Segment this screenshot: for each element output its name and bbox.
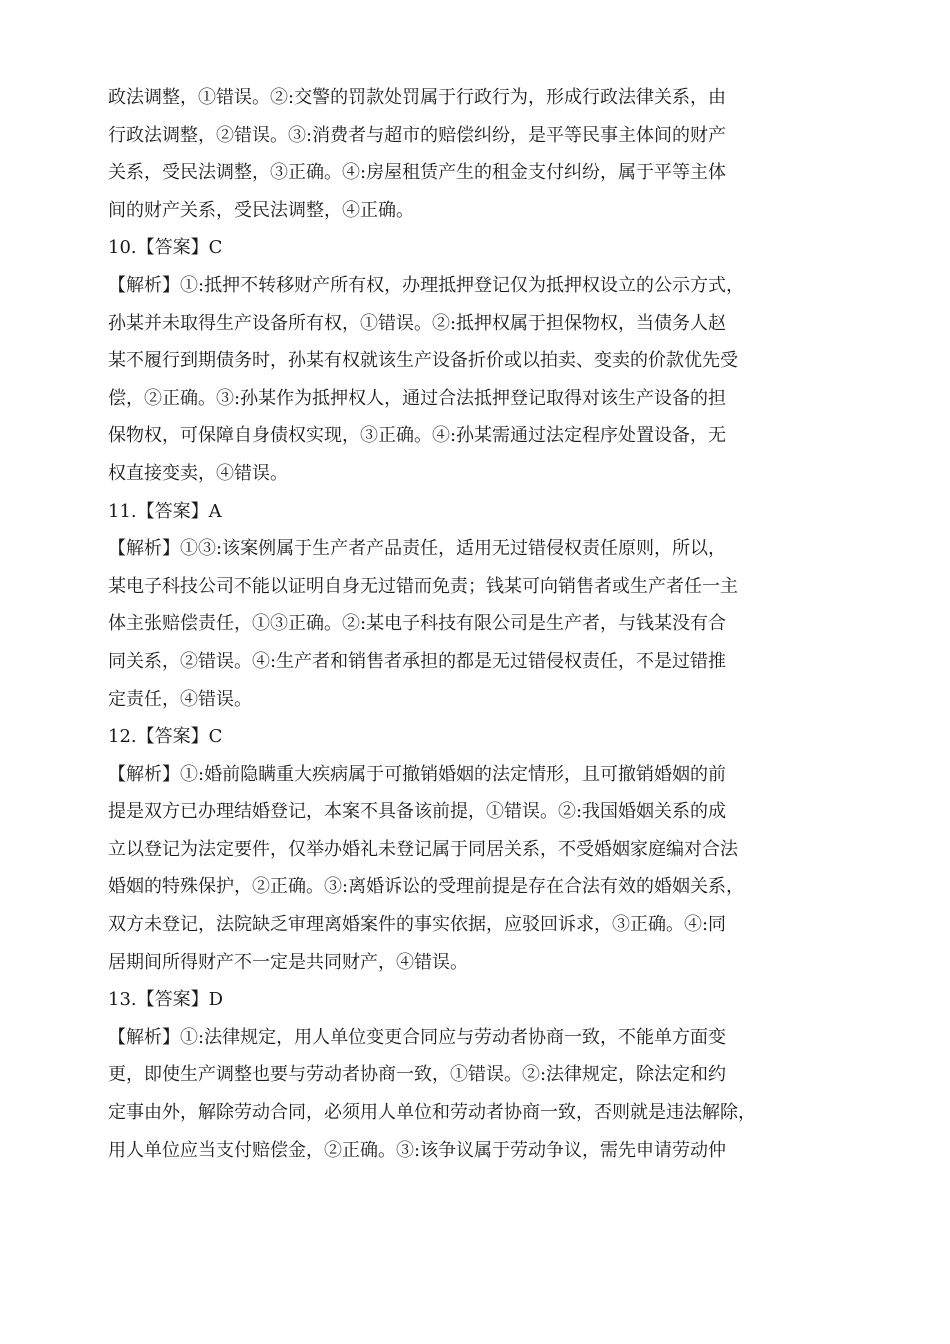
text-line: 某电子科技公司不能以证明自身无过错而免责；钱某可向销售者或生产者任一主	[108, 575, 738, 597]
text-line: 婚姻的特殊保护，②正确。③:离婚诉讼的受理前提是存在合法有效的婚姻关系，	[108, 876, 745, 898]
question-13	[108, 981, 828, 1169]
text-line: 【解析】①③:该案例属于生产者产品责任，适用无过错侵权责任原则，所以，	[108, 538, 727, 560]
text-line: 【解析】①:法律规定，用人单位变更合同应与劳动者协商一致，不能单方面变	[108, 1026, 727, 1048]
text-line: 间的财产关系，受民法调整，④正确。	[108, 199, 414, 221]
intro-paragraph	[108, 79, 828, 229]
question-11	[108, 493, 828, 719]
document-page	[108, 79, 828, 1169]
text-line: 定责任，④错误。	[108, 688, 252, 710]
answer-heading: 10.【答案】C	[108, 237, 223, 259]
text-line: 【解析】①:抵押不转移财产所有权，办理抵押登记仅为抵押权设立的公示方式，	[108, 274, 745, 296]
text-line: 用人单位应当支付赔偿金，②正确。③:该争议属于劳动争议，需先申请劳动仲	[108, 1139, 727, 1161]
text-line: 双方未登记，法院缺乏审理离婚案件的事实依据，应驳回诉求，③正确。④:同	[108, 914, 727, 936]
answer-heading: 13.【答案】D	[108, 989, 224, 1011]
text-line: 孙某并未取得生产设备所有权，①错误。②:抵押权属于担保物权，当债务人赵	[108, 312, 727, 334]
text-line: 居期间所得财产不一定是共同财产，④错误。	[108, 951, 468, 973]
text-line: 同关系，②错误。④:生产者和销售者承担的都是无过错侵权责任，不是过错推	[108, 650, 727, 672]
text-line: 更，即使生产调整也要与劳动者协商一致，①错误。②:法律规定，除法定和约	[108, 1064, 727, 1086]
text-line: 【解析】①:婚前隐瞒重大疾病属于可撤销婚姻的法定情形，且可撤销婚姻的前	[108, 763, 727, 785]
text-line: 权直接变卖，④错误。	[108, 462, 288, 484]
text-line: 某不履行到期债务时，孙某有权就该生产设备折价或以拍卖、变卖的价款优先受	[108, 350, 738, 372]
text-line: 立以登记为法定要件，仅举办婚礼未登记属于同居关系，不受婚姻家庭编对合法	[108, 838, 738, 860]
question-12	[108, 718, 828, 981]
text-line: 偿，②正确。③:孙某作为抵押权人，通过合法抵押登记取得对该生产设备的担	[108, 387, 727, 409]
text-line: 体主张赔偿责任，①③正确。②:某电子科技有限公司是生产者，与钱某没有合	[108, 613, 727, 635]
text-line: 提是双方已办理结婚登记，本案不具备该前提，①错误。②:我国婚姻关系的成	[108, 801, 727, 823]
answer-heading: 12.【答案】C	[108, 726, 223, 748]
text-line: 保物权，可保障自身债权实现，③正确。④:孙某需通过法定程序处置设备，无	[108, 425, 727, 447]
text-line: 关系，受民法调整，③正确。④:房屋租赁产生的租金支付纠纷，属于平等主体	[108, 162, 727, 184]
text-line: 行政法调整，②错误。③:消费者与超市的赔偿纠纷，是平等民事主体间的财产	[108, 124, 727, 146]
text-line: 定事由外，解除劳动合同，必须用人单位和劳动者协商一致，否则就是违法解除，	[108, 1102, 756, 1124]
text-line: 政法调整，①错误。②:交警的罚款处罚属于行政行为，形成行政法律关系，由	[108, 87, 727, 108]
answer-heading: 11.【答案】A	[108, 500, 222, 522]
question-10	[108, 229, 828, 492]
